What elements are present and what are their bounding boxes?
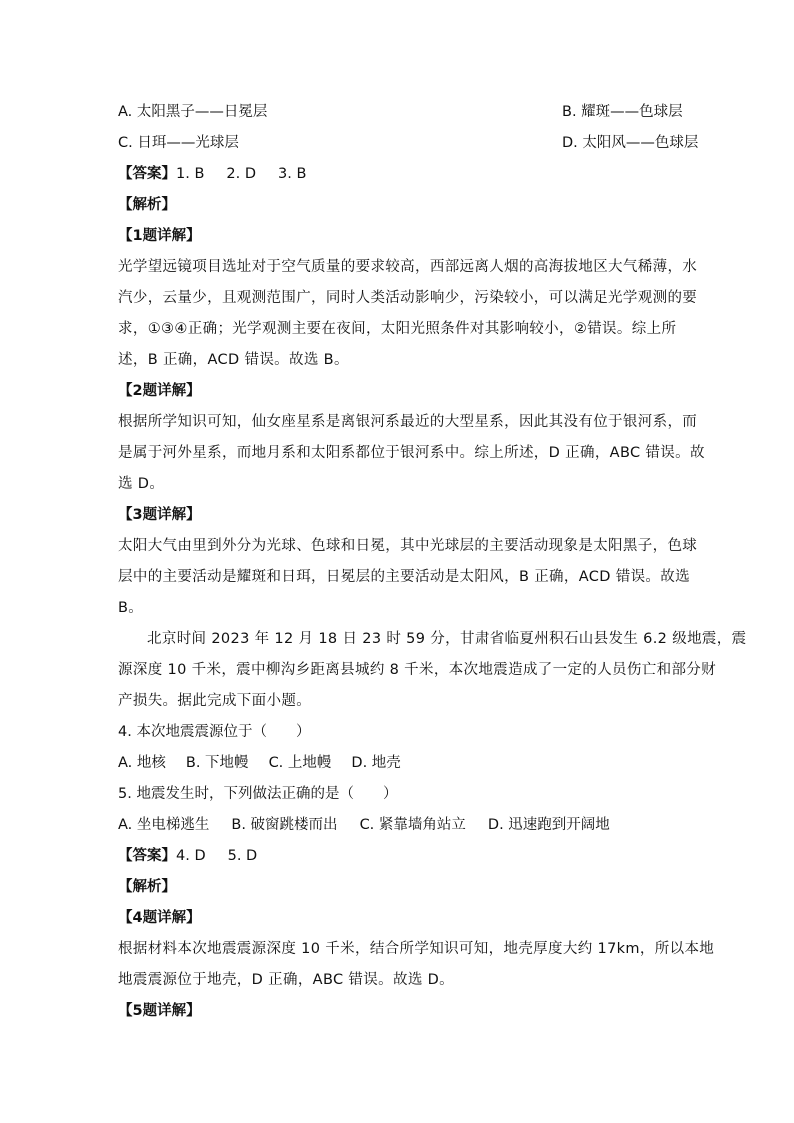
q1-detail-line: 求，①③④正确；光学观测主要在夜间，太阳光照条件对其影响较小，②错误。综上所 [118, 321, 677, 337]
q4-option-a: A. 地核 [118, 755, 166, 771]
answer-label: 【答案】 [118, 166, 176, 182]
q5-option-d: D. 迅速跑到开阔地 [487, 817, 610, 833]
material-line: 产损失。据此完成下面小题。 [118, 693, 312, 709]
q4-detail-line: 根据材料本次地震震源深度 10 千米，结合所学知识可知，地壳厚度大约 17km，所以本地 [118, 941, 715, 957]
q4-detail-title: 【4题详解】 [118, 910, 201, 926]
q3-detail-line: B。 [118, 600, 144, 616]
q3-option-a: A. 太阳黑子——日冕层 [118, 104, 268, 120]
q1-detail-line: 光学望远镜项目选址对于空气质量的要求较高，西部远离人烟的高海拔地区大气稀薄，水 [118, 259, 698, 275]
material-line: 北京时间 2023 年 12 月 18 日 23 时 59 分，甘肃省临夏州积石山县发生 6.2 级地震，震 [147, 631, 747, 647]
q3-detail-title: 【3题详解】 [118, 507, 201, 523]
answer-item: 4. D [176, 848, 206, 864]
q1-detail-line: 汽少，云量少，且观测范围广，同时人类活动影响少，污染较小，可以满足光学观测的要 [118, 290, 698, 306]
q4-stem: 4. 本次地震震源位于（ ） [118, 724, 311, 740]
answer-label: 【答案】 [118, 848, 176, 864]
q4-options [118, 748, 678, 779]
q2-detail-line: 是属于河外星系，而地月系和太阳系都位于银河系中。综上所述，D 正确，ABC 错误。故 [118, 445, 705, 461]
q5-detail-title: 【5题详解】 [118, 1003, 201, 1019]
q1-detail-title: 【1题详解】 [118, 228, 201, 244]
analysis-heading: 【解析】 [118, 197, 176, 213]
q3-option-c: C. 日珥——光球层 [118, 135, 239, 151]
q2-detail-line: 选 D。 [118, 476, 165, 492]
q1-detail-line: 述，B 正确，ACD 错误。故选 B。 [118, 352, 349, 368]
q3-detail-line: 太阳大气由里到外分为光球、色球和日冕，其中光球层的主要活动现象是太阳黑子，色球 [118, 538, 698, 554]
q4-option-c: C. 上地幔 [268, 755, 332, 771]
q4-detail-line: 地震震源位于地壳，D 正确，ABC 错误。故选 D。 [118, 972, 454, 988]
q3-detail-line: 层中的主要活动是耀斑和日珥，日冕层的主要活动是太阳风，B 正确，ACD 错误。故选 [118, 569, 690, 585]
q5-option-b: B. 破窗跳楼而出 [231, 817, 338, 833]
analysis-heading: 【解析】 [118, 879, 176, 895]
answer-1-3 [118, 159, 678, 190]
answer-item: 1. B [176, 166, 205, 182]
answer-item: 3. B [278, 166, 307, 182]
q3-option-d: D. 太阳风——色球层 [562, 135, 699, 151]
q5-option-c: C. 紧靠墙角站立 [359, 817, 466, 833]
answer-4-5 [118, 841, 678, 872]
answer-item: 5. D [227, 848, 258, 864]
q5-options [118, 810, 678, 841]
answer-item: 2. D [226, 166, 257, 182]
q2-detail-title: 【2题详解】 [118, 383, 201, 399]
q3-options-row-1 [118, 97, 683, 128]
q3-options-row-2 [118, 128, 699, 159]
q2-detail-line: 根据所学知识可知，仙女座星系是离银河系最近的大型星系，因此其没有位于银河系，而 [118, 414, 698, 430]
q5-option-a: A. 坐电梯逃生 [118, 817, 210, 833]
q3-option-b: B. 耀斑——色球层 [562, 104, 683, 120]
material-line: 源深度 10 千米，震中柳沟乡距离县城约 8 千米，本次地震造成了一定的人员伤亡和部分财 [118, 662, 717, 678]
q4-option-b: B. 下地幔 [185, 755, 249, 771]
q5-stem: 5. 地震发生时，下列做法正确的是（ ） [118, 786, 398, 802]
q4-option-d: D. 地壳 [351, 755, 401, 771]
